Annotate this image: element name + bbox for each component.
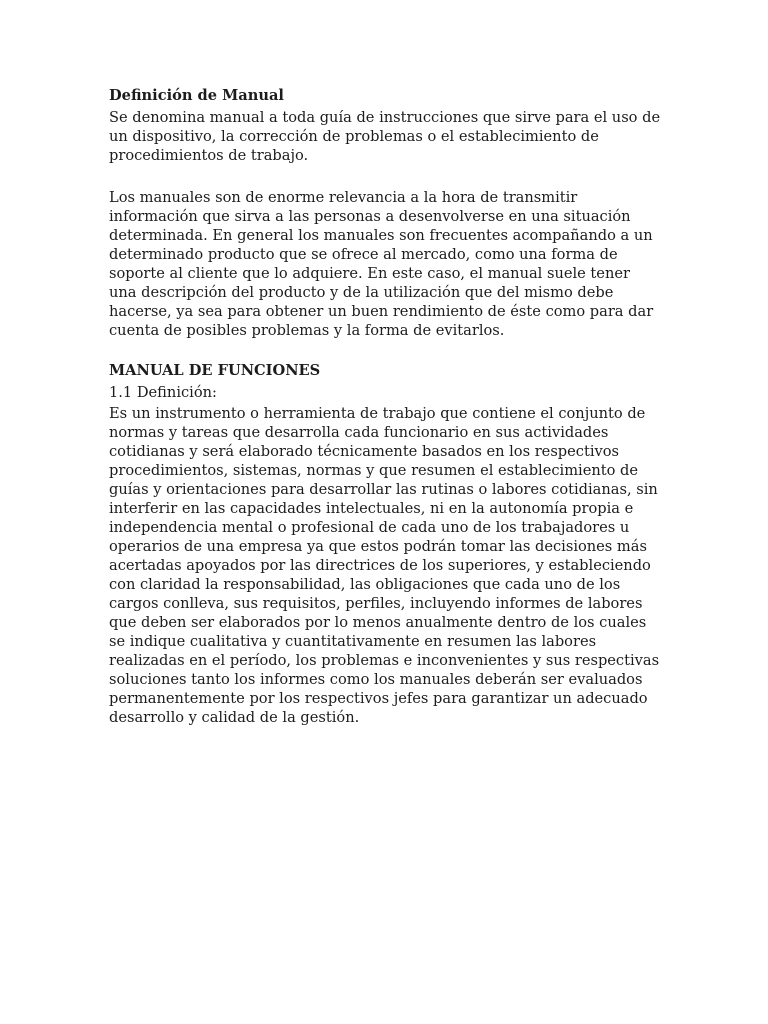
paragraph-manual-funciones: Es un instrumento o herramienta de trabajo que contiene el conjunto de normas y tareas que desarrolla cada funcionario en sus actividades cotidianas y será elaborado técnicamente basados en los respectivos procedimientos, sistemas, normas y que resumen el establecimiento de guías y orientaciones para desarrollar las rutinas o labores cotidianas, sin interferir en las capacidades intelectuales, ni en la autonomía propia e independencia mental o profesional de cada uno de los trabajadores u operarios de una empresa ya que estos podrán tomar las decisiones más acertadas apoyados por las directrices de los superiores, y estableciendo con claridad la responsabilidad, las obligaciones que cada uno de los cargos conlleva, sus requisitos, perfiles, incluyendo informes de labores que deben ser elaborados por lo menos anualmente dentro de los cuales se indique cualitativa y cuantitativamente en resumen las labores realizadas en el período, los problemas e inconvenientes y sus respectivas soluciones tanto los informes como los manuales deberán ser evaluados permanentemente por los respectivos jefes para garantizar un adecuado desarrollo y calidad de la gestión. [109,405,660,726]
section-heading-definicion-manual: Definición de Manual [109,87,284,104]
paragraph-spacer [109,165,662,188]
paragraph-relevancia: Los manuales son de enorme relevancia a la hora de transmitir información que sirva a las personas a desenvolverse en una situación determinada. En general los manuales son frecuentes acompañando a un determinado producto que se ofrece al mercado, como una forma de soporte al cliente que lo adquiere. En este caso, el manual suele tener una descripción del producto y de la utilización que del mismo debe hacerse, ya sea para obtener un buen rendimiento de éste como para dar cuenta de posibles problemas y la forma de evitarlos. [109,189,654,339]
section-spacer [109,340,662,361]
section-heading-manual-funciones: MANUAL DE FUNCIONES [109,362,321,379]
document-page [109,86,662,727]
paragraph-definicion: Se denomina manual a toda guía de instrucciones que sirve para el uso de un dispositivo, la corrección de problemas o el establecimiento de procedimientos de trabajo. [109,109,661,164]
subsection-heading-definicion: 1.1 Definición: [109,384,217,401]
